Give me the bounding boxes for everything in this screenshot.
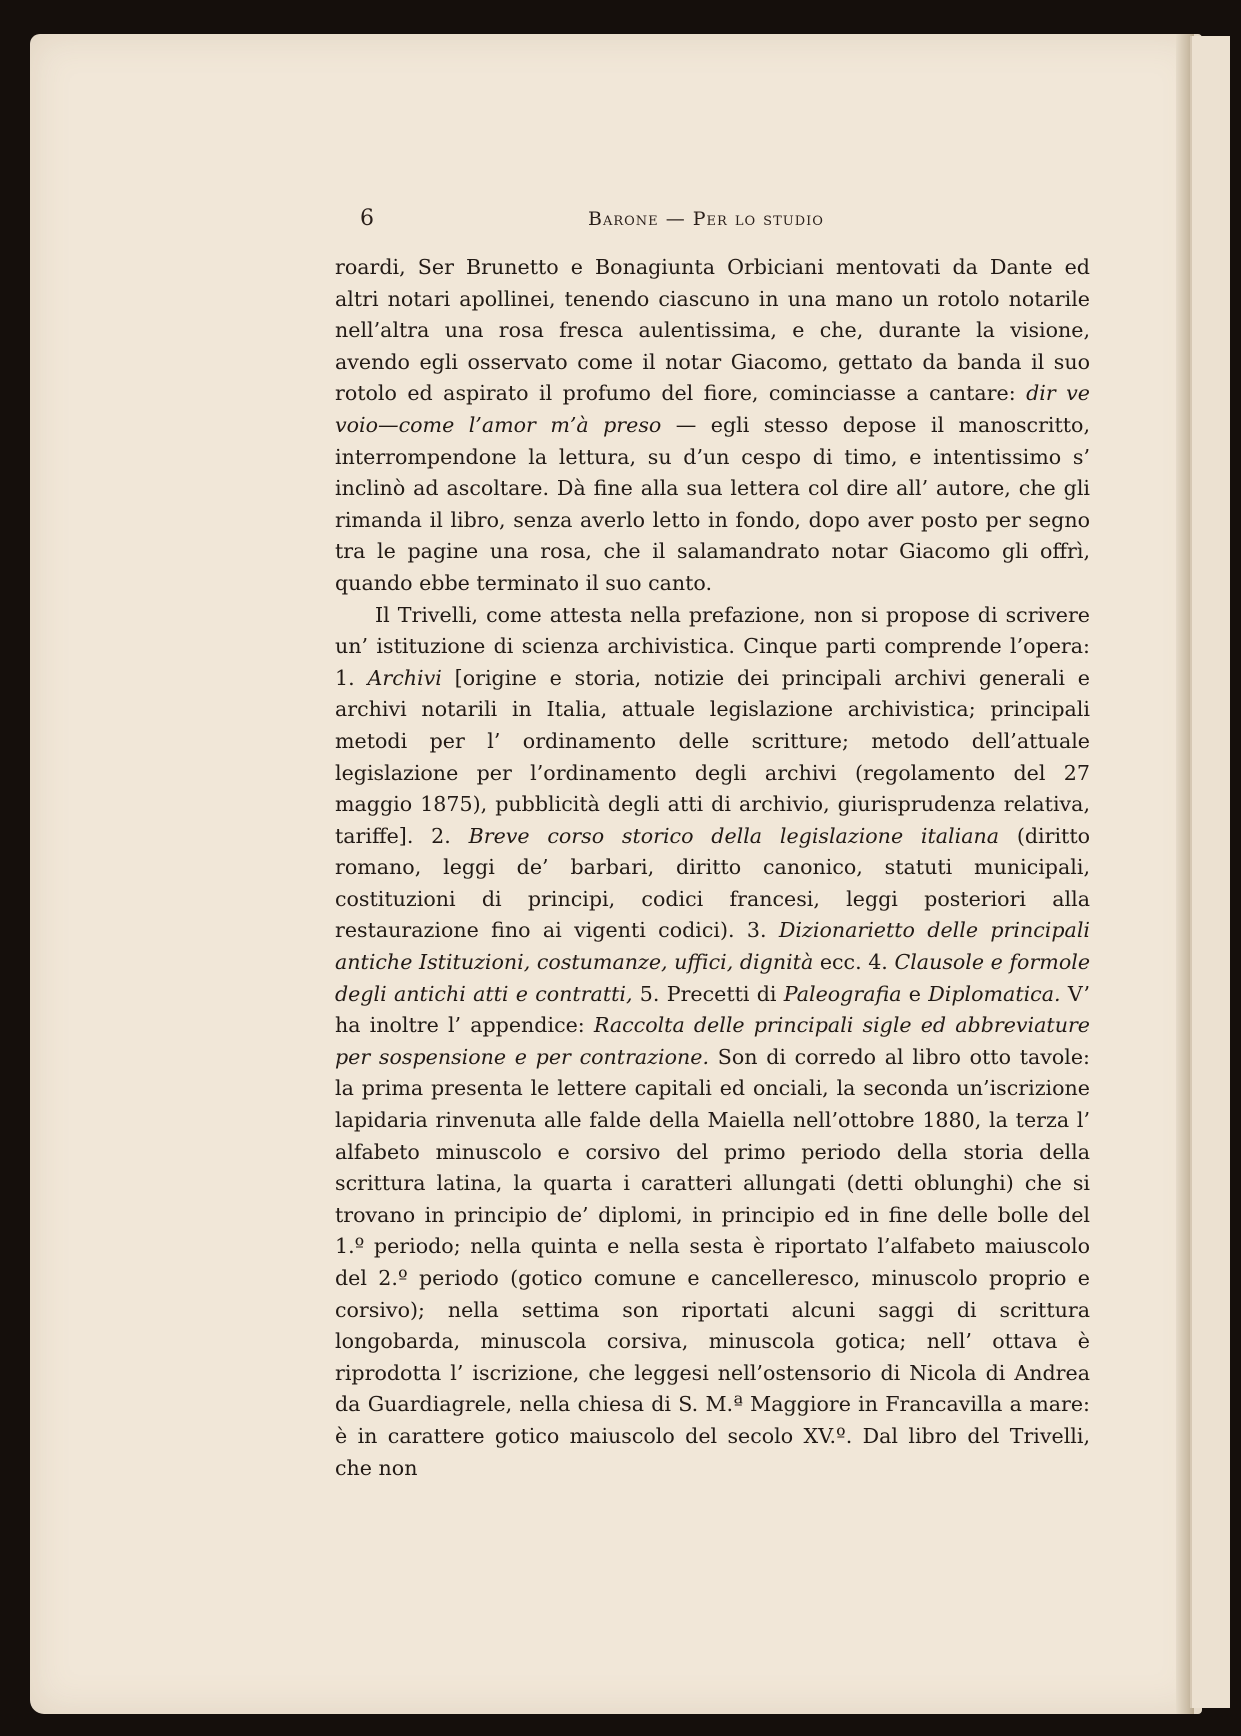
text-run: e <box>901 981 929 1006</box>
page-number: 6 <box>360 206 374 231</box>
running-header <box>330 206 1090 238</box>
italic-text-run: Raccolta delle principali sigle ed abbreviature per sospensione e per contrazione. <box>335 1013 1090 1069</box>
paragraph-2 <box>335 600 1090 1485</box>
book-page <box>30 34 1202 1714</box>
italic-text-run: Dizionarietto delle principali antiche Istituzioni, costumanze, uffici, dignità <box>335 918 1090 975</box>
text-run: Il Trivelli, come attesta nella prefazione, non si propose di scrivere un’ istituzione di scienza archivistica. Cinque parti comprende l’opera: 1. <box>335 602 1090 690</box>
text-run: (diritto romano, leggi de’ barbari, diritto canonico, statuti municipali, costituzioni di principi, codici francesi, leggi posteriori alla restaurazione fino ai vigenti codici). 3. <box>335 823 1091 943</box>
body-text <box>335 252 1090 1484</box>
facing-page-edge <box>1190 36 1230 1708</box>
text-run: 5. Precetti di <box>632 981 784 1006</box>
text-run: [origine e storia, notizie dei principali archivi generali e archivi notarili in Italia, attuale legislazione archivistica; principali metodi per l’ ordinamento delle scritture; metodo dell’attuale legislazione per l’ordinamento degli archivi (regolamento del 27 maggio 1875), pubblicità degli atti di archivio, giurisprudenza relativa, tariffe]. 2. <box>335 665 1090 848</box>
paragraph-1 <box>335 252 1090 600</box>
running-title: Barone — Per lo studio <box>588 208 824 230</box>
italic-text-run: Clausole e formole degli antichi atti e contratti, <box>335 950 1091 1006</box>
text-run: Son di corredo al libro otto tavole: la prima presenta le lettere capitali ed onciali, la seconda un’iscrizione lapidaria rinvenuta alle falde della Maiella nell’ottobre 1880, la terza l’ alfabeto minuscolo e corsivo del primo periodo della storia della scrittura latina, la quarta i caratteri allungati (detti oblunghi) che si trovano in principio de’ diplomi, in principio ed in fine delle bolle del 1.º periodo; nella quinta e nella sesta è riportato l’alfabeto maiuscolo del 2.º periodo (gotico comune e cancelleresco, minuscolo proprio e corsivo); nella settima son riportati alcuni saggi di scrittura longobarda, minuscola corsiva, minuscola gotica; nell’ ottava è riprodotta l’ iscrizione, che leggesi nell’ostensorio di Nicola di Andrea da Guardiagrele, nella chiesa di S. M.ª Maggiore in Francavilla a mare: è in carattere gotico maiuscolo del secolo XV.º. Dal libro del Trivelli, che non <box>335 1044 1090 1480</box>
italic-text-run: dir ve voio—come l’amor m’à preso <box>335 381 1090 437</box>
text-run: — egli stesso depose il manoscritto, interrompendone la lettura, su d’un cespo di timo, e intentissimo s’ inclinò ad ascoltare. Dà fine alla sua lettera col dire all’ autore, che gli rimanda il libro, senza averlo letto in fondo, dopo aver posto per segno tra le pagine una rosa, che il salamandrato notar Giacomo gli offrì, quando ebbe terminato il suo canto. <box>335 412 1090 595</box>
italic-text-run: Paleografia <box>783 981 902 1006</box>
text-run: roardi, Ser Brunetto e Bonagiunta Orbiciani mentovati da Dante ed altri notari apollinei, tenendo ciascuno in una mano un rotolo notarile nell’altra una rosa fresca aulentissima, e che, durante la visione, avendo egli osservato come il notar Giacomo, gettato da banda il suo rotolo ed aspirato il profumo del fiore, cominciasse a cantare: <box>335 255 1090 406</box>
italic-text-run: Breve corso storico della legislazione italiana <box>468 823 1000 848</box>
italic-text-run: Diplomatica. <box>928 981 1061 1006</box>
text-run: ecc. 4. <box>813 950 895 975</box>
italic-text-run: Archivi <box>367 665 442 690</box>
text-run: V’ ha inoltre l’ appendice: <box>335 981 1090 1038</box>
